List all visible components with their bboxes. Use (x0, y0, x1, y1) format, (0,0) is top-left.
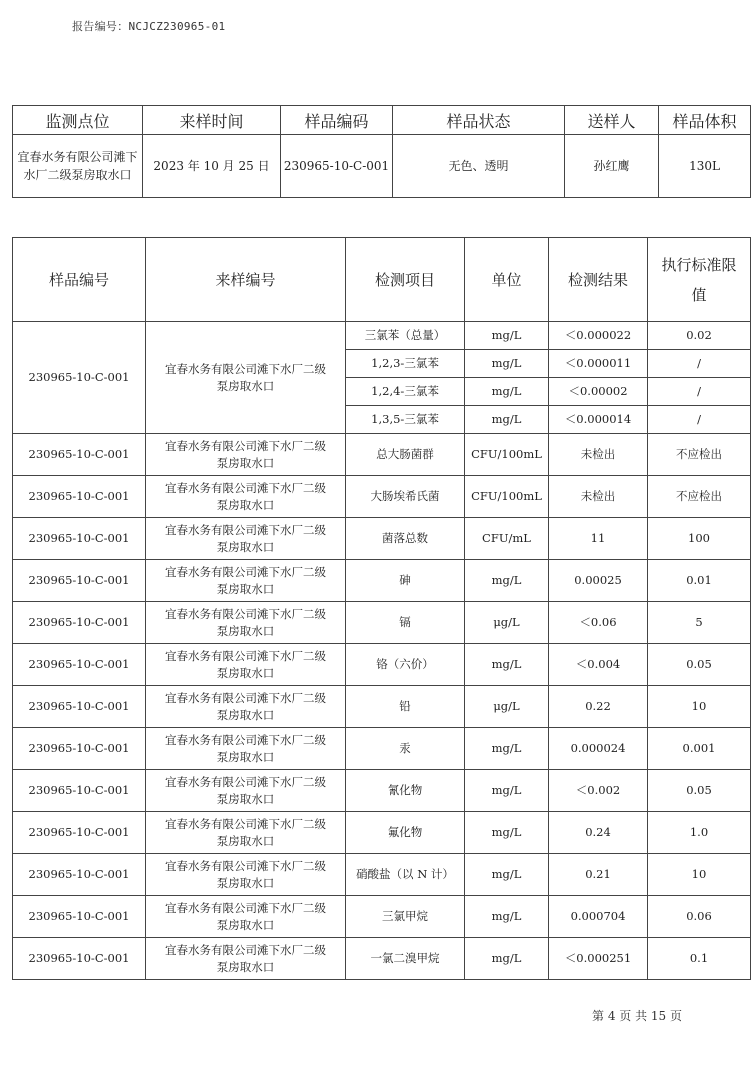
group-sample-no: 230965-10-C-001 (13, 322, 146, 434)
group-source: 宜春水务有限公司滩下水厂二级泵房取水口 (146, 322, 346, 434)
item-cell: 三氯苯（总量） (346, 322, 465, 350)
table-row (13, 322, 751, 350)
sample-no-cell: 230965-10-C-001 (13, 434, 146, 476)
sample-no-cell: 230965-10-C-001 (13, 938, 146, 980)
source-cell: 宜春水务有限公司滩下水厂二级泵房取水口 (146, 644, 346, 686)
result-cell: 0.00025 (549, 560, 648, 602)
table-row (13, 518, 751, 560)
unit-cell: mg/L (465, 560, 549, 602)
results-header-sample-no: 样品编号 (13, 238, 146, 322)
result-cell: 0.000704 (549, 896, 648, 938)
unit-cell: μg/L (465, 686, 549, 728)
result-cell: 0.000024 (549, 728, 648, 770)
item-cell: 汞 (346, 728, 465, 770)
table-row (13, 434, 751, 476)
source-cell: 宜春水务有限公司滩下水厂二级泵房取水口 (146, 476, 346, 518)
source-cell: 宜春水务有限公司滩下水厂二级泵房取水口 (146, 434, 346, 476)
item-cell: 铬（六价） (346, 644, 465, 686)
table-row (13, 560, 751, 602)
results-table (12, 237, 751, 980)
info-code: 230965-10-C-001 (281, 135, 393, 198)
limit-cell: 不应检出 (648, 434, 751, 476)
info-state: 无色、透明 (393, 135, 565, 198)
item-cell: 菌落总数 (346, 518, 465, 560)
result-cell: 0.24 (549, 812, 648, 854)
unit-cell: mg/L (465, 812, 549, 854)
limit-cell: 1.0 (648, 812, 751, 854)
limit-cell: 10 (648, 686, 751, 728)
info-date: 2023 年 10 月 25 日 (143, 135, 281, 198)
info-volume: 130L (659, 135, 751, 198)
limit-cell: 0.02 (648, 322, 751, 350)
source-cell: 宜春水务有限公司滩下水厂二级泵房取水口 (146, 728, 346, 770)
item-cell: 硝酸盐（以 N 计） (346, 854, 465, 896)
result-cell: ＜0.000014 (549, 406, 648, 434)
limit-cell: 0.01 (648, 560, 751, 602)
table-row (13, 644, 751, 686)
results-header-source: 来样编号 (146, 238, 346, 322)
limit-cell: 0.001 (648, 728, 751, 770)
source-cell: 宜春水务有限公司滩下水厂二级泵房取水口 (146, 518, 346, 560)
limit-cell: 0.06 (648, 896, 751, 938)
item-cell: 1,2,4-三氯苯 (346, 378, 465, 406)
result-cell: 0.22 (549, 686, 648, 728)
limit-cell: 不应检出 (648, 476, 751, 518)
result-cell: ＜0.06 (549, 602, 648, 644)
result-cell: 未检出 (549, 476, 648, 518)
report-number: 报告编号：NCJCZ230965-01 (72, 20, 226, 33)
source-cell: 宜春水务有限公司滩下水厂二级泵房取水口 (146, 854, 346, 896)
sample-no-cell: 230965-10-C-001 (13, 770, 146, 812)
info-header-volume: 样品体积 (659, 106, 751, 135)
page-number: 第 4 页 共 15 页 (592, 1009, 682, 1023)
sample-no-cell: 230965-10-C-001 (13, 476, 146, 518)
info-header-state: 样品状态 (393, 106, 565, 135)
unit-cell: mg/L (465, 854, 549, 896)
sample-info-table (12, 105, 751, 198)
item-cell: 1,2,3-三氯苯 (346, 350, 465, 378)
unit-cell: mg/L (465, 728, 549, 770)
source-cell: 宜春水务有限公司滩下水厂二级泵房取水口 (146, 686, 346, 728)
source-cell: 宜春水务有限公司滩下水厂二级泵房取水口 (146, 896, 346, 938)
info-header-sender: 送样人 (565, 106, 659, 135)
result-cell: 未检出 (549, 434, 648, 476)
result-cell: ＜0.004 (549, 644, 648, 686)
source-cell: 宜春水务有限公司滩下水厂二级泵房取水口 (146, 560, 346, 602)
unit-cell: mg/L (465, 350, 549, 378)
table-row (13, 686, 751, 728)
source-cell: 宜春水务有限公司滩下水厂二级泵房取水口 (146, 812, 346, 854)
item-cell: 氰化物 (346, 770, 465, 812)
item-cell: 铅 (346, 686, 465, 728)
unit-cell: mg/L (465, 770, 549, 812)
results-header-result: 检测结果 (549, 238, 648, 322)
result-cell: ＜0.00002 (549, 378, 648, 406)
item-cell: 1,3,5-三氯苯 (346, 406, 465, 434)
results-header-item: 检测项目 (346, 238, 465, 322)
limit-cell: / (648, 406, 751, 434)
table-row (13, 728, 751, 770)
result-cell: ＜0.002 (549, 770, 648, 812)
unit-cell: CFU/100mL (465, 434, 549, 476)
source-cell: 宜春水务有限公司滩下水厂二级泵房取水口 (146, 602, 346, 644)
table-row (13, 896, 751, 938)
unit-cell: CFU/100mL (465, 476, 549, 518)
sample-no-cell: 230965-10-C-001 (13, 854, 146, 896)
unit-cell: mg/L (465, 378, 549, 406)
results-header-unit: 单位 (465, 238, 549, 322)
sample-no-cell: 230965-10-C-001 (13, 686, 146, 728)
unit-cell: mg/L (465, 322, 549, 350)
source-cell: 宜春水务有限公司滩下水厂二级泵房取水口 (146, 770, 346, 812)
result-cell: 11 (549, 518, 648, 560)
limit-cell: 10 (648, 854, 751, 896)
source-cell: 宜春水务有限公司滩下水厂二级泵房取水口 (146, 938, 346, 980)
limit-cell: 0.1 (648, 938, 751, 980)
results-header-limit: 执行标准限值 (648, 238, 751, 322)
item-cell: 镉 (346, 602, 465, 644)
table-row (13, 602, 751, 644)
item-cell: 大肠埃希氏菌 (346, 476, 465, 518)
result-cell: ＜0.000251 (549, 938, 648, 980)
table-row (13, 770, 751, 812)
limit-cell: 0.05 (648, 644, 751, 686)
item-cell: 三氯甲烷 (346, 896, 465, 938)
table-row (13, 938, 751, 980)
table-row (13, 812, 751, 854)
unit-cell: mg/L (465, 896, 549, 938)
info-sender: 孙红鹰 (565, 135, 659, 198)
info-location: 宜春水务有限公司滩下水厂二级泵房取水口 (13, 135, 143, 198)
table-row (13, 854, 751, 896)
unit-cell: mg/L (465, 938, 549, 980)
unit-cell: CFU/mL (465, 518, 549, 560)
item-cell: 氟化物 (346, 812, 465, 854)
item-cell: 总大肠菌群 (346, 434, 465, 476)
sample-no-cell: 230965-10-C-001 (13, 602, 146, 644)
info-header-code: 样品编码 (281, 106, 393, 135)
sample-no-cell: 230965-10-C-001 (13, 812, 146, 854)
sample-no-cell: 230965-10-C-001 (13, 518, 146, 560)
item-cell: 一氯二溴甲烷 (346, 938, 465, 980)
limit-cell: 0.05 (648, 770, 751, 812)
result-cell: 0.21 (549, 854, 648, 896)
info-header-location: 监测点位 (13, 106, 143, 135)
unit-cell: mg/L (465, 406, 549, 434)
info-header-date: 来样时间 (143, 106, 281, 135)
sample-no-cell: 230965-10-C-001 (13, 896, 146, 938)
sample-no-cell: 230965-10-C-001 (13, 728, 146, 770)
sample-no-cell: 230965-10-C-001 (13, 560, 146, 602)
limit-cell: / (648, 350, 751, 378)
unit-cell: μg/L (465, 602, 549, 644)
limit-cell: / (648, 378, 751, 406)
limit-cell: 100 (648, 518, 751, 560)
result-cell: ＜0.000011 (549, 350, 648, 378)
result-cell: ＜0.000022 (549, 322, 648, 350)
item-cell: 砷 (346, 560, 465, 602)
limit-cell: 5 (648, 602, 751, 644)
unit-cell: mg/L (465, 644, 549, 686)
table-row (13, 476, 751, 518)
sample-no-cell: 230965-10-C-001 (13, 644, 146, 686)
